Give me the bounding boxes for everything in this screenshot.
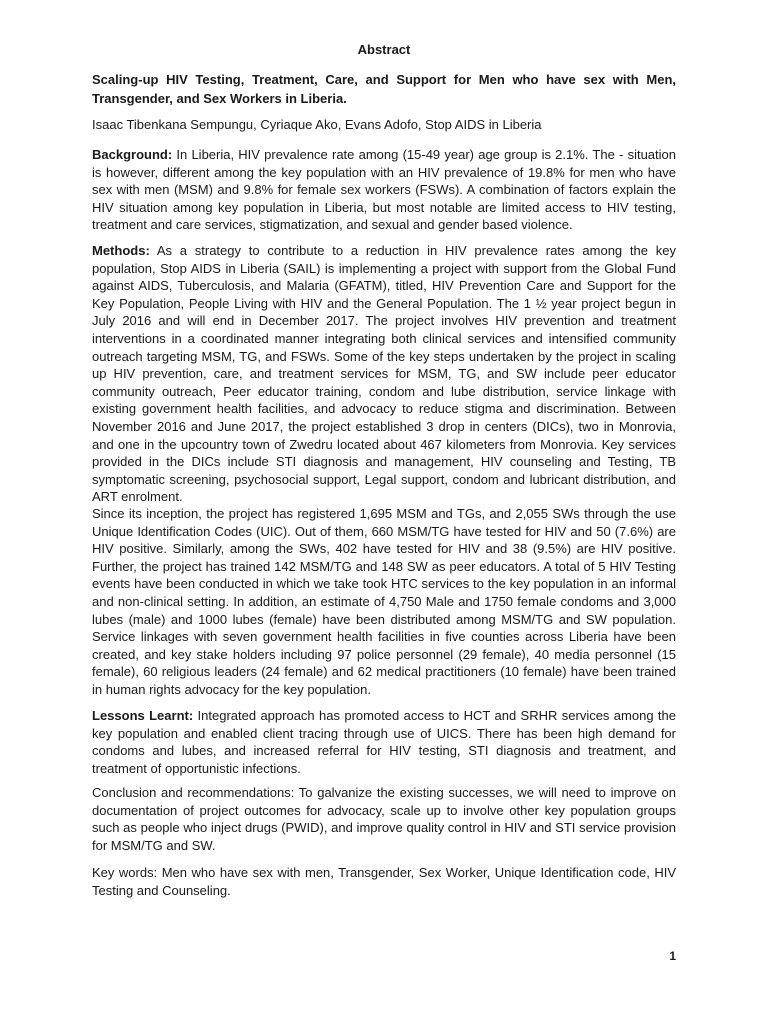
keywords-paragraph [92, 864, 676, 899]
methods-text: As a strategy to contribute to a reduction in HIV prevalence rates among the key population, Stop AIDS in Liberia (SAIL) is implementing a project with support from the Global Fund against AIDS, Tuberculosis, and Malaria (GFATM), titled, HIV Prevention Care and Support for the Key Population, People Living with HIV and the General Population. The 1 ½ year project begun in July 2016 and will end in December 2017. The project involves HIV prevention and treatment interventions in a coordinated manner integrating both clinical services and intensified community outreach targeting MSM, TG, and FSWs. Some of the key steps undertaken by the project in scaling up HIV prevention, care, and treatment services for MSM, TG, and SW include peer educator community outreach, Peer educator training, condom and lube distribution, service linkage with existing government health facilities, and advocacy to reduce stigma and discrimination. Between November 2016 and June 2017, the project established 3 drop in centers (DICs), two in Monrovia, and one in the upcountry town of Zwedru located about 467 kilometers from Monrovia. Key services provided in the DICs include STI diagnosis and management, HIV counseling and Testing, TB symptomatic screening, psychosocial support, Legal support, condom and lubricant distribution, and ART enrolment. [92, 243, 676, 505]
conclusion-paragraph [92, 784, 676, 854]
lessons-paragraph [92, 707, 676, 777]
paper-title: Scaling-up HIV Testing, Treatment, Care, and Support for Men who have sex with Men, Transgender, and Sex Workers in Liberia. [92, 72, 676, 106]
author-list: Isaac Tibenkana Sempungu, Cyriaque Ako, Evans Adofo, Stop AIDS in Liberia [92, 117, 542, 132]
abstract-heading: Abstract [357, 42, 411, 57]
background-label: Background: [92, 147, 173, 162]
conclusion-text: Conclusion and recommendations: To galvanize the existing successes, we will need to improve on documentation of project outcomes for advocacy, scale up to involve other key population groups such as people who inject drugs (PWID), and improve quality control in HIV and STI service provision for MSM/TG and SW. [92, 785, 676, 853]
results-text: Since its inception, the project has registered 1,695 MSM and TGs, and 2,055 SWs through the use Unique Identification Codes (UIC). Out of them, 660 MSM/TG have tested for HIV and 50 (7.6%) are HIV positive. Similarly, among the SWs, 402 have tested for HIV and 38 (9.5%) are HIV positive. Further, the project has trained 142 MSM/TG and 148 SW as peer educators. A total of 5 HIV Testing events have been conducted in which we take took HTC services to the key population in an informal and non-clinical setting. In addition, an estimate of 4,750 Male and 1750 female condoms and 3,000 lubes (male) and 1000 lubes (female) have been distributed among MSM/TG and SW population. Service linkages with seven government health facilities in five counties across Liberia have been created, and key stake holders including 97 police personnel (29 female), 40 media personnel (15 female), 60 religious leaders (24 female) and 62 medical practitioners (10 female) have been trained in human rights advocacy for the key population. [92, 506, 676, 697]
lessons-label: Lessons Learnt: [92, 708, 194, 723]
methods-label: Methods: [92, 243, 150, 258]
lessons-text: Integrated approach has promoted access to HCT and SRHR services among the key population and enabled client tracing through use of UICS. There has been high demand for condoms and lubes, and increased referral for HIV testing, STI diagnosis and treatment, and treatment of opportunistic infections. [92, 708, 676, 776]
keywords-text: Key words: Men who have sex with men, Transgender, Sex Worker, Unique Identification code, HIV Testing and Counseling. [92, 865, 676, 898]
page-number: 1 [669, 949, 676, 963]
methods-paragraph [92, 242, 676, 506]
background-text: In Liberia, HIV prevalence rate among (15-49 year) age group is 2.1%. The - situation is however, different among the key population with an HIV prevalence of 19.8% for men who have sex with men (MSM) and 9.8% for female sex workers (FSWs). A combination of factors explain the HIV situation among key population in Liberia, but most notable are limited access to HIV testing, treatment and care services, stigmatization, and sexual and gender based violence. [92, 147, 676, 233]
background-paragraph [92, 146, 676, 234]
results-paragraph [92, 505, 676, 699]
